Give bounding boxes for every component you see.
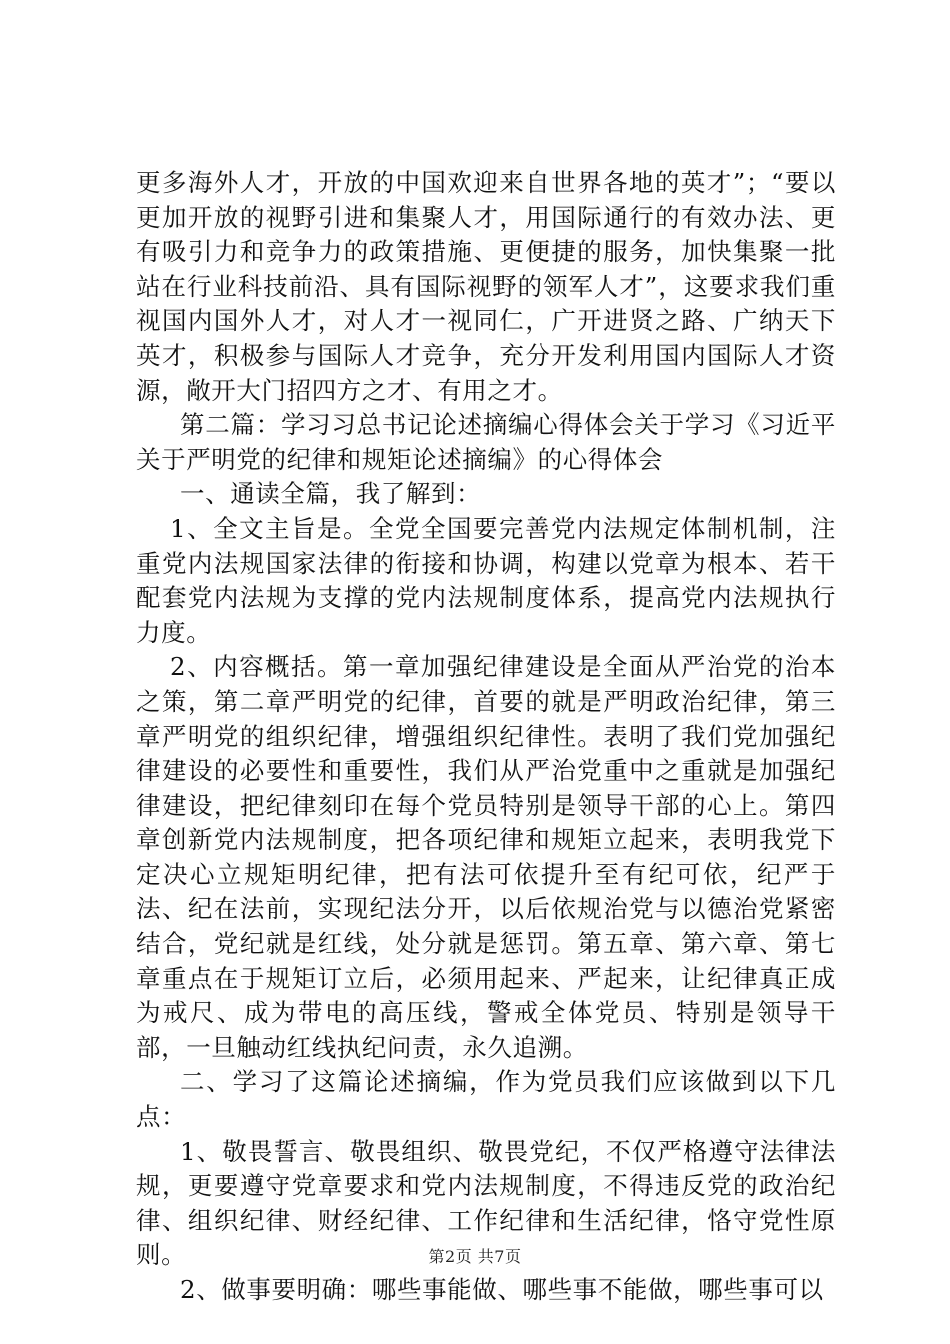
paragraph-point-2: 2、内容概括。第一章加强纪律建设是全面从严治党的治本之策，第二章严明党的纪律，首要的就是严明政治纪律，第三章严明党的组织纪律，增强组织纪律性。表明了我们党加强纪律建设的必要性和重要性，我们从严治党重中之重就是加强纪律建设，把纪律刻印在每个党员特别是领导干部的心上。第四章创新党内法规制度，把各项纪律和规矩立起来，表明我党下定决心立规矩明纪律，把有法可依提升至有纪可依，纪严于法、纪在法前，实现纪法分开，以后依规治党与以德治党紧密结合，党纪就是红线，处分就是惩罚。第五章、第六章、第七章重点在于规矩订立后，必须用起来、严起来，让纪律真正成为戒尺、成为带电的高压线，警戒全体党员、特别是领导干部，一旦触动红线执纪问责，永久追溯。 [136, 652, 836, 1062]
paragraph-point-1: 1、全文主旨是。全党全国要完善党内法规定体制机制，注重党内法规国家法律的衔接和协调，构建以党章为根本、若干配套党内法规为支撑的党内法规制度体系，提高党内法规执行力度。 [136, 513, 836, 647]
paragraph-continuation: 更多海外人才，开放的中国欢迎来自世界各地的英才”；“要以更加开放的视野引进和集聚人才，用国际通行的有效办法、更有吸引力和竞争力的政策措施、更便捷的服务，加快集聚一批站在行业科技前沿、具有国际视野的领军人才”，这要求我们重视国内国外人才，对人才一视同仁，广开进贤之路、广纳天下英才，积极参与国际人才竞争，充分开发利用国内国际人才资源，敞开大门招四方之才、有用之才。 [136, 168, 836, 405]
paragraph-point-4: 2、做事要明确：哪些事能做、哪些事不能做，哪些事可以 [180, 1275, 824, 1304]
paragraph-point-3: 1、敬畏誓言、敬畏组织、敬畏党纪，不仅严格遵守法律法规，更要遵守党章要求和党内法规制度，不得违反党的政治纪律、组织纪律、财经纪律、工作纪律和生活纪律，恪守党性原则。 [136, 1136, 836, 1270]
page-footer: 第2页 共7页 [428, 1247, 522, 1266]
document-body [136, 166, 836, 1308]
paragraph-heading-2: 二、学习了这篇论述摘编，作为党员我们应该做到以下几点： [136, 1067, 836, 1132]
paragraph-section-title: 第二篇：学习习总书记论述摘编心得体会关于学习《习近平关于严明党的纪律和规矩论述摘编》的心得体会 [136, 410, 836, 474]
paragraph-heading-1: 一、通读全篇，我了解到： [180, 479, 482, 509]
